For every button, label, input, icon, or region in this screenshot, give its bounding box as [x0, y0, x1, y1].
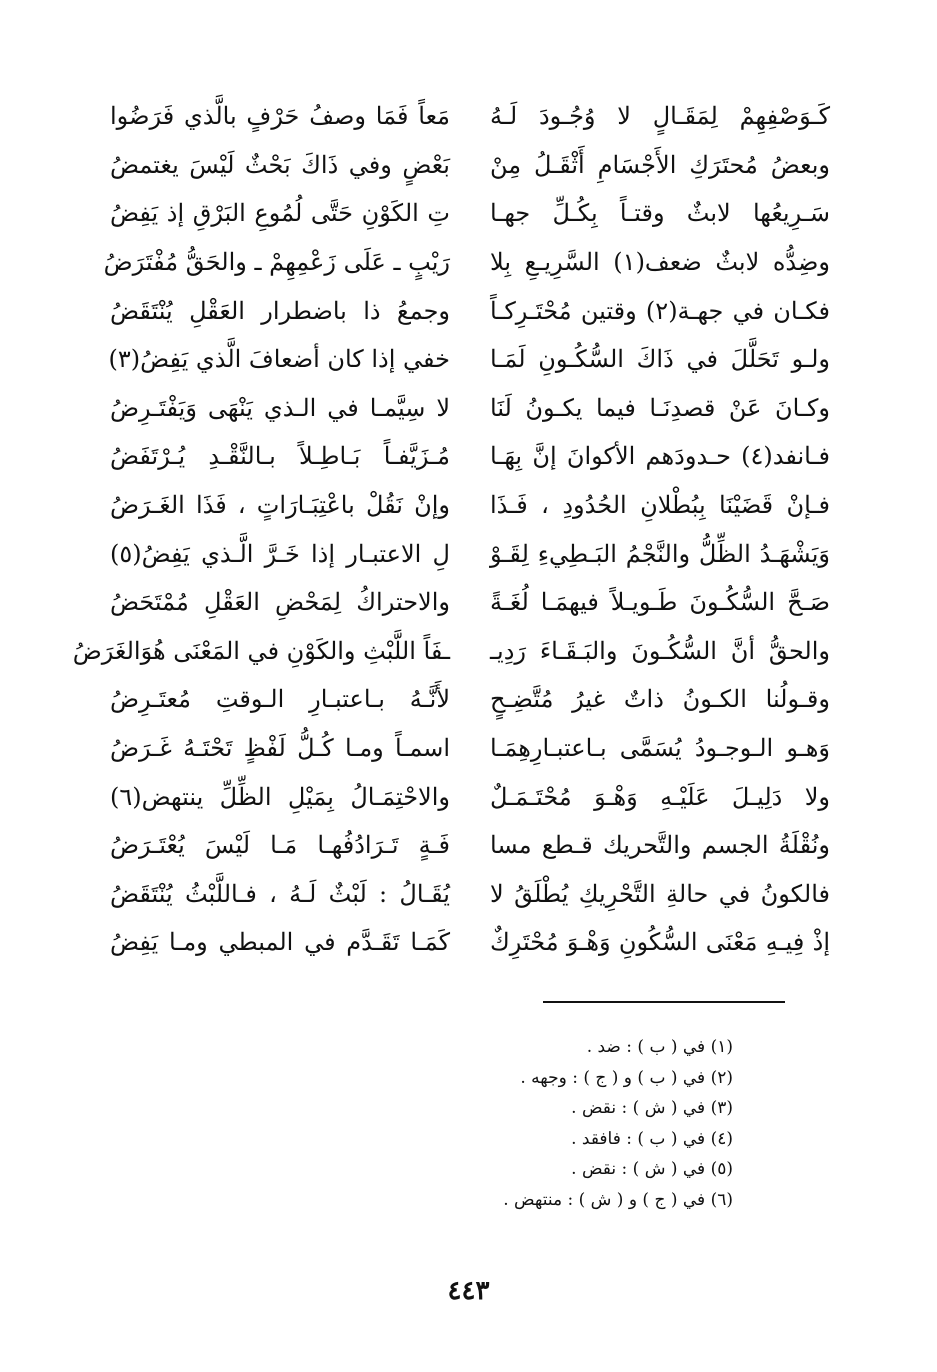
- footnote-item: (١) في ( ب ) : ضد .: [586, 1037, 733, 1057]
- footnotes: [420, 1032, 733, 1216]
- left-hemistich: يُقَـالُ : لَبْثٌ لَـهُ ، فـاللَّبْثُ يُنْتَقَضُ: [110, 879, 450, 908]
- left-hemistich: لِ الاعتبـار إذا خَـرَّ الَّـذي يَفِضُ(٥): [110, 539, 450, 568]
- right-hemistich: فـانفد(٤) حـدودَهم الأكوانَ إنَّ بِهَـا: [490, 442, 830, 471]
- right-hemistich: والحقُّ أنَّ السُّكُـونَ والبَـقَـاءَ رَدِيـ: [490, 636, 830, 665]
- left-hemistich: تِ الكَوْنِ حَتَّى لُمُوعِ البَرْقِ إذ يَفِضُ: [110, 199, 450, 228]
- left-hemistich: والاحتراكُ لِمَحْضِ العَقْلِ مُمْتَحَضُ: [110, 588, 450, 617]
- footnote-item: (٥) في ( ش ) : نقض .: [571, 1159, 733, 1180]
- verse-line: [72, 627, 830, 676]
- footnote-item: (٦) في ( ج ) و ( ش ) : منتهض .: [503, 1189, 733, 1210]
- verse-line: [110, 529, 830, 578]
- right-hemistich: وَهـو الـوجـودُ يُسَمَّى بـاعتبـارِهِمَـا: [490, 734, 830, 763]
- verse-line: [110, 92, 830, 141]
- right-hemistich: سَـرِيعُها لابثٌ وقتـاً بِكُـلِّ جهـا: [490, 199, 830, 228]
- footnote-item: (٣) في ( ش ) : نقض .: [571, 1098, 733, 1119]
- left-hemistich: وجمعُ ذا باضطرار العَقْلِ يُنْتَقَضُ: [110, 296, 450, 325]
- verse-line: [110, 870, 830, 919]
- left-hemistich: كَمَـا تَقَـدَّم في المبطي ومـا يَفِضُ: [110, 928, 450, 957]
- verse-line: [110, 724, 830, 773]
- verse-line: [110, 286, 830, 335]
- left-hemistich: لا سِيَّمـا في الـذي يَنْهَى وَيَفْتَـرِضُ: [110, 393, 450, 422]
- poem-body: [72, 92, 830, 967]
- right-hemistich: وَيَشْهَـدُ الظِّلُّ والنَّجْمُ البَـطِيءِ لِقَـوْ: [490, 539, 830, 568]
- right-hemistich: ولا دَلِيـلَ عَلَيْـهِ وَهْـوَ مُحْتَـمَـلٌ: [490, 782, 830, 811]
- right-hemistich: ولـو تَحَلَّلَ في ذَاكَ السُّكُـونِ لَمَـا: [490, 345, 830, 374]
- page-number: ٤٤٣: [447, 1276, 490, 1306]
- right-hemistich: وكـانَ عَنْ قصدِنَـا فيما يكـونُ لَنَا: [490, 393, 830, 422]
- right-hemistich: صَـحَّ السُّكُـونَ طَـويـلاً فيهمَـا لُغَـةً: [490, 588, 830, 617]
- left-hemistich: اسمـاً ومـا كُـلُّ لَفْظٍ تَحْتَـهُ غَـرَضُ: [110, 734, 450, 763]
- right-hemistich: ونُقْلَةُ الجسم والتَّحريك قـطع مسا: [490, 831, 830, 860]
- footnote-item: (٤) في ( ب ) : فافقد .: [571, 1128, 733, 1149]
- verse-line: [110, 432, 830, 481]
- left-hemistich: خفي إذا كان أضعافَ الَّذي يَفِضُ(٣): [108, 345, 450, 374]
- left-hemistich: فَـةٍ تَـرَادُفُهـا مَـا لَيْسَ يُعْتَـرَضُ: [110, 831, 450, 860]
- verse-line: [110, 821, 830, 870]
- right-hemistich: فـإنْ قَضَيْنَا بِبُطْلانِ الحُدُودِ ، فَـذَا: [490, 491, 830, 520]
- right-hemistich: وبعضُ مُحتَرَكِ الأَجْسَامِ أَثْقَـلُ مِنْ: [490, 150, 830, 179]
- left-hemistich: وإنْ نَقُلْ باعْتِبَـارَاتٍ ، فَذَا الغَـرَضُ: [110, 491, 450, 520]
- verse-line: [110, 772, 830, 821]
- left-hemistich: لأَنَّـهُ بـاعتبـارِ الـوقتِ مُعتَـرِضُ: [110, 685, 450, 714]
- right-hemistich: إذْ فِيـهِ مَعْنَى السُّكُونِ وَهْـوَ مُحْتَرِكٌ: [490, 928, 830, 957]
- verse-line: [110, 189, 830, 238]
- left-hemistich: رَيْبٍ ـ عَلَى زَعْمِهِمْ ـ والحَقُّ مُفْتَرَضُ: [103, 248, 450, 277]
- right-hemistich: وقـولُنا الكـونُ ذاتٌ غيرُ مُتَّضِـحٍ: [490, 685, 830, 714]
- right-hemistich: كَـوَصْفِهِمْ لِمَقَـالٍ لا وُجُـودَ لَـهُ: [490, 102, 830, 131]
- footnote-divider: [543, 1001, 785, 1003]
- verse-line: [110, 918, 830, 967]
- left-hemistich: بَعْضٍ وفي ذَاكَ بَحْثٌ لَيْسَ يغتمضُ: [110, 150, 450, 179]
- verse-line: [103, 238, 830, 287]
- verse-line: [110, 675, 830, 724]
- left-hemistich: ـفَاً اللَّبْثِ والكَوْنِ في المَعْنَى هُوَالغَرَضُ: [72, 636, 450, 665]
- left-hemistich: مَعاً فَمَا وصفُ حَرْفٍ بالَّذي فَرَضُوا: [110, 102, 450, 131]
- footnote-item: (٢) في ( ب ) و ( ج ) : وجهه .: [520, 1067, 733, 1088]
- verse-line: [110, 141, 830, 190]
- right-hemistich: وضِدُّه لابثٌ ضعف(١) السَّرِيـعِ بِلا: [490, 248, 830, 277]
- verse-line: [110, 481, 830, 530]
- right-hemistich: فالكونُ في حالةِ التَّحْرِيكِ يُطْلَقُ لا: [490, 879, 830, 908]
- left-hemistich: مُـزَيَّفـاً بَـاطِـلاً بـالنَّقْـدِ يُـرْتَفَضُ: [110, 442, 450, 471]
- verse-line: [110, 384, 830, 433]
- verse-line: [110, 578, 830, 627]
- right-hemistich: فكـان في جهـة(٢) وقتين مُحْتَـرِكـاً: [490, 296, 830, 325]
- left-hemistich: والاحْتِمَـالُ بِمَيْلِ الظِّلِّ ينتهض(٦): [110, 782, 450, 811]
- verse-line: [110, 335, 830, 384]
